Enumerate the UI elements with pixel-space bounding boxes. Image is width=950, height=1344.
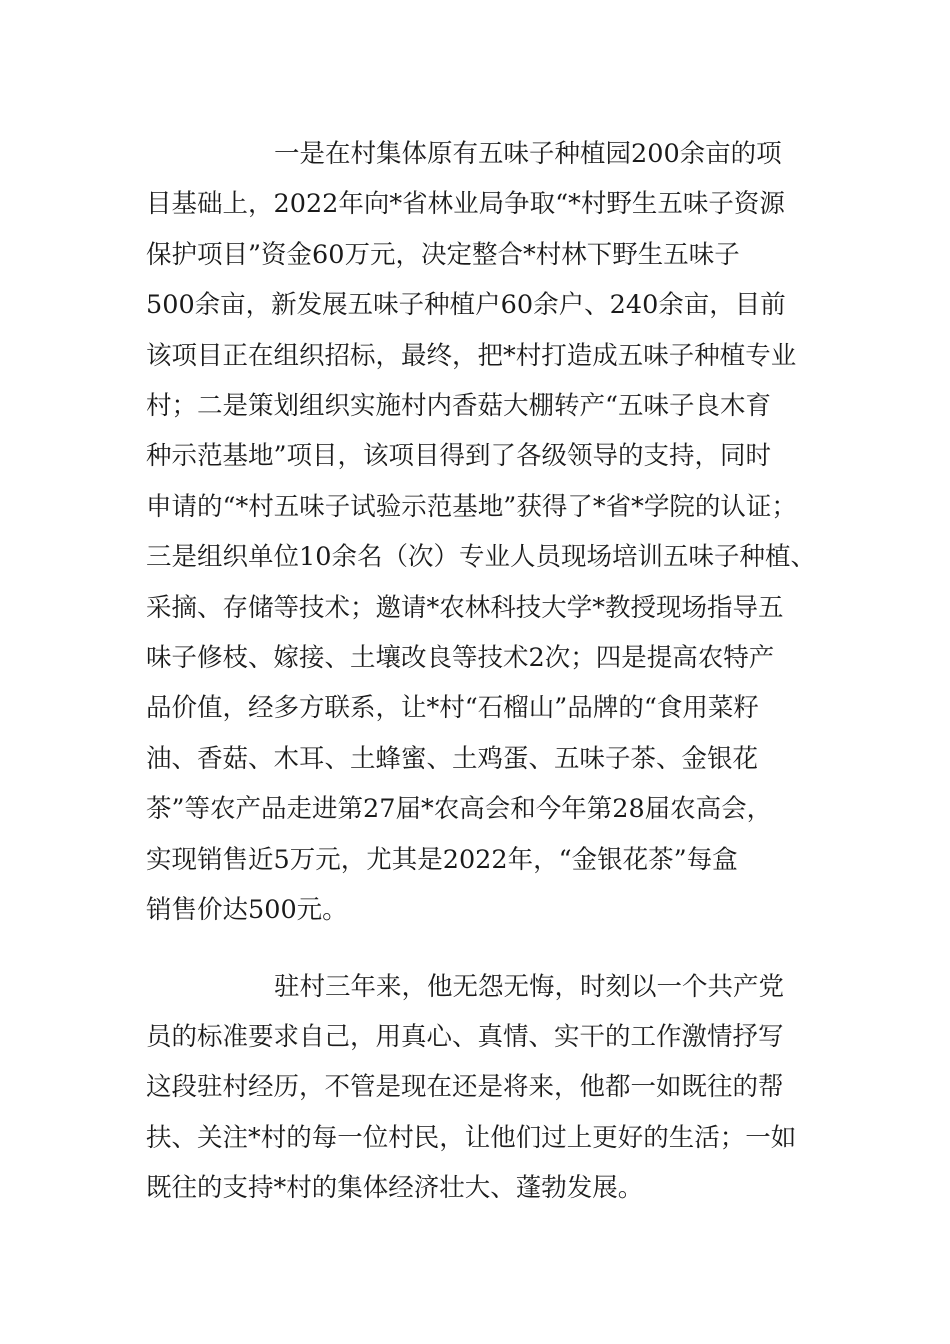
- paragraph-1: [146, 129, 816, 936]
- paragraph-line: 种示范基地”项目，该项目得到了各级领导的支持，同时: [146, 441, 772, 472]
- paragraph-line: 采摘、存储等技术；邀请*农林科技大学*教授现场指导五: [146, 592, 784, 623]
- paragraph-line: 三是组织单位10余名（次）专业人员现场培训五味子种植、: [146, 542, 816, 573]
- paragraph-line: 油、香菇、木耳、土蜂蜜、土鸡蛋、五味子茶、金银花: [146, 743, 759, 774]
- document-body: [146, 129, 816, 1214]
- paragraph-line: 目基础上，2022年向*省林业局争取“*村野生五味子资源: [146, 189, 785, 220]
- paragraph-line: 保护项目”资金60万元，决定整合*村林下野生五味子: [146, 239, 740, 270]
- paragraph-line: 品价值，经多方联系，让*村“石榴山”品牌的“食用菜籽: [146, 693, 759, 724]
- paragraph-2: [146, 962, 816, 1214]
- paragraph-line: 村；二是策划组织实施村内香菇大棚转产“五味子良木育: [146, 391, 772, 422]
- paragraph-line: 申请的“*村五味子试验示范基地”获得了*省*学院的认证；: [146, 491, 797, 522]
- paragraph-line: 这段驻村经历，不管是现在还是将来，他都一如既往的帮: [146, 1072, 784, 1103]
- paragraph-line: 500余亩，新发展五味子种植户60余户、240余亩，目前: [146, 290, 786, 321]
- paragraph-line: 该项目正在组织招标，最终，把*村打造成五味子种植专业: [146, 340, 797, 371]
- paragraph-line: 实现销售近5万元，尤其是2022年，“金银花茶”每盒: [146, 844, 738, 875]
- paragraph-line: 味子修枝、嫁接、土壤改良等技术2次；四是提高农特产: [146, 643, 775, 674]
- paragraph-line: 茶”等农产品走进第27届*农高会和今年第28届农高会，: [146, 794, 773, 825]
- paragraph-line: 一是在村集体原有五味子种植园200余亩的项: [274, 139, 782, 169]
- paragraph-line: 既往的支持*村的集体经济壮大、蓬勃发展。: [146, 1173, 644, 1204]
- paragraph-line: 驻村三年来，他无怨无悔，时刻以一个共产党: [274, 971, 785, 1002]
- paragraph-line: 扶、关注*村的每一位村民，让他们过上更好的生活；一如: [146, 1122, 797, 1153]
- paragraph-line: 销售价达500元。: [146, 895, 348, 926]
- paragraph-line: 员的标准要求自己，用真心、真情、实干的工作激情抒写: [146, 1021, 784, 1052]
